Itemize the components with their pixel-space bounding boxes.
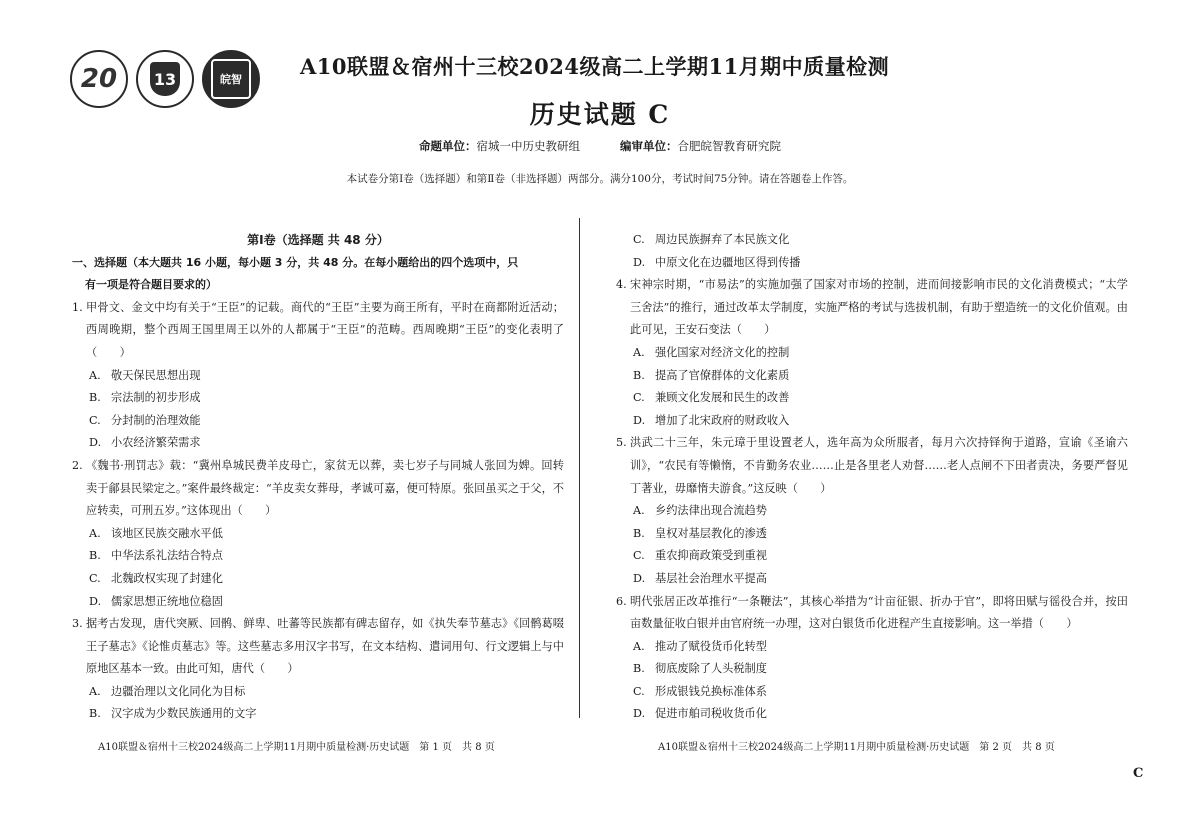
question-4 <box>616 274 1128 342</box>
alliance-seal-text: 20 <box>80 64 118 94</box>
option-4-c: C. 兼顾文化发展和民生的改善 <box>633 391 790 405</box>
question-stem: 《魏书·刑罚志》载：“冀州阜城民费羊皮母亡，家贫无以葬，卖七岁子与同城人张回为婢。回转卖于鄃县民梁定之。”案件最终裁定：“羊皮卖女葬母，孝诚可嘉，便可特原。张回虽买之于父，不应转卖，可刑五岁。”这体现出（ ） <box>86 458 564 518</box>
question-stem: 洪武二十三年，朱元璋于里设置老人，选年高为众所服者，每月六次持铎徇于道路，宣谕《圣谕六训》，“农民有等懒惰，不肯勤务农业……止是各里老人劝督……老人点闸不下田者责决，务要严督见丁著业，毋靡惰夫游食。”这反映（ ） <box>630 436 1128 495</box>
review-label: 编审单位： <box>620 139 678 153</box>
badge-number: 13 <box>150 62 180 96</box>
footer-page-2: A10联盟＆宿州十三校2024级高二上学期11月期中质量检测·历史试题 第 2 页 共 8 页 <box>658 742 1055 753</box>
question-number: 6. <box>616 594 627 608</box>
compile-value: 宿城一中历史教研组 <box>476 139 580 153</box>
wanzhi-seal-text: 皖智 <box>211 59 251 99</box>
section-instruction <box>72 252 564 297</box>
compile-units <box>0 138 1200 154</box>
option-5-b: B. 皇权对基层教化的渗透 <box>633 526 767 540</box>
question-number: 3. <box>72 617 83 631</box>
option-2-d: D. 儒家思想正统地位稳固 <box>89 594 223 608</box>
option-6-c: C. 形成银钱兑换标准体系 <box>633 684 767 698</box>
footer-page-1: A10联盟＆宿州十三校2024级高二上学期11月期中质量检测·历史试题 第 1 页 共 8 页 <box>98 742 495 753</box>
question-2 <box>72 455 564 523</box>
option-5-d: D. 基层社会治理水平提高 <box>633 571 767 585</box>
option-4-d: D. 增加了北宋政府的财政收入 <box>633 413 790 427</box>
option-4-a: A. 强化国家对经济文化的控制 <box>633 345 790 359</box>
question-stem: 明代张居正改革推行“一条鞭法”，其核心举措为“计亩征银、折办于官”，即将田赋与徭役合并，按田亩数量征收白银并由官府统一办理，这对白银货币化进程产生直接影响。这一举措（ ） <box>630 594 1128 631</box>
question-stem: 宋神宗时期，“市易法”的实施加强了国家对市场的控制，进而间接影响市民的文化消费模式；“太学三舍法”的推行，通过改革太学制度，实施严格的考试与选拔机制，有助于塑造统一的文化价值观。由此可见，王安石变法（ ） <box>630 278 1128 337</box>
option-3-b: B. 汉字成为少数民族通用的文字 <box>89 707 257 721</box>
option-1-d: D. 小农经济繁荣需求 <box>89 436 201 450</box>
compile-label: 命题单位： <box>419 139 477 153</box>
exam-notice: 本试卷分第Ⅰ卷（选择题）和第Ⅱ卷（非选择题）两部分。满分100分，考试时间75分钟。请在答题卷上作答。 <box>346 173 854 185</box>
option-6-b: B. 彻底废除了人头税制度 <box>633 662 767 676</box>
question-1 <box>72 297 564 365</box>
right-column <box>616 229 1128 726</box>
question-3 <box>72 613 564 681</box>
left-column <box>72 229 564 726</box>
option-1-c: C. 分封制的治理效能 <box>89 413 201 427</box>
section-title: 第Ⅰ卷（选择题 共 48 分） <box>247 233 389 247</box>
question-5 <box>616 432 1128 500</box>
column-divider <box>579 218 580 718</box>
option-4-b: B. 提高了官僚群体的文化素质 <box>633 368 790 382</box>
question-number: 1. <box>72 300 83 314</box>
option-2-b: B. 中华法系礼法结合特点 <box>89 549 223 563</box>
review-value: 合肥皖智教育研究院 <box>677 139 781 153</box>
option-5-a: A. 乡约法律出现合流趋势 <box>633 504 767 518</box>
exam-title: A10联盟＆宿州十三校2024级高二上学期11月期中质量检测 <box>300 54 890 79</box>
version-mark: C <box>1133 766 1144 781</box>
question-number: 2. <box>72 458 83 472</box>
option-1-a: A. 敬天保民思想出现 <box>89 368 201 382</box>
subject-title: 历史试题 C <box>529 100 671 129</box>
option-3-a: A. 边疆治理以文化同化为目标 <box>89 684 246 698</box>
question-6 <box>616 591 1128 636</box>
option-6-a: A. 推动了赋役货币化转型 <box>633 639 767 653</box>
instruction-line-2: 有一项是符合题目要求的） <box>85 278 217 292</box>
option-5-c: C. 重农抑商政策受到重视 <box>633 549 767 563</box>
instruction-line-1: 一、选择题（本大题共 16 小题，每小题 3 分，共 48 分。在每小题给出的四个选项中，只 <box>72 255 519 269</box>
option-6-d: D. 促进市舶司税收货币化 <box>633 707 767 721</box>
option-2-a: A. 该地区民族交融水平低 <box>89 526 223 540</box>
option-1-b: B. 宗法制的初步形成 <box>89 391 201 405</box>
question-stem: 据考古发现，唐代突厥、回鹘、鲜卑、吐蕃等民族都有碑志留存，如《执失奉节墓志》《回鹘葛啜王子墓志》《论惟贞墓志》等。这些墓志多用汉字书写，在文本结构、遣词用句、行文逻辑上与中原地区基本一致。由此可知，唐代（ ） <box>86 617 564 676</box>
option-2-c: C. 北魏政权实现了封建化 <box>89 571 223 585</box>
question-number: 5. <box>616 436 627 450</box>
option-3-c: C. 周边民族摒弃了本民族文化 <box>633 233 790 246</box>
question-stem: 甲骨文、金文中均有关于“王臣”的记载。商代的“王臣”主要为商王所有，平时在商都附近活动；西周晚期，整个西周王国里周王以外的人都属于“王臣”的范畴。西周晚期“王臣”的变化表明了（ ） <box>86 300 564 359</box>
option-3-d: D. 中原文化在边疆地区得到传播 <box>633 255 801 269</box>
question-number: 4. <box>616 278 627 292</box>
